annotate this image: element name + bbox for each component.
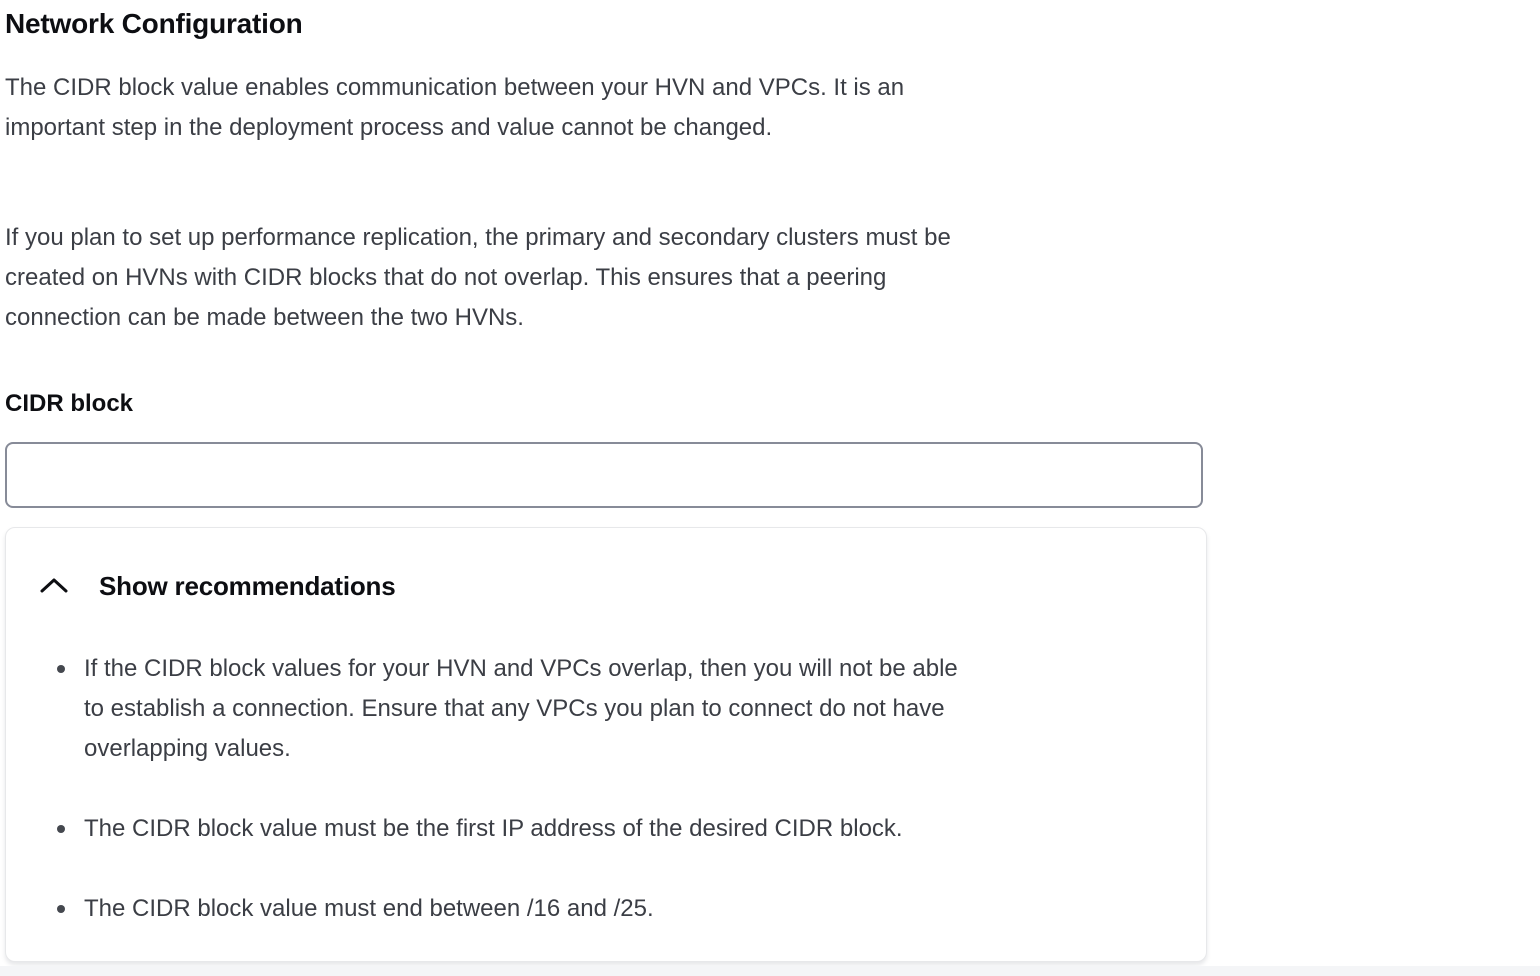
- next-section-edge: [0, 966, 1540, 976]
- cidr-intro-paragraph: [5, 68, 1540, 148]
- recommendation-line: The CIDR block value must end between /16 and /25.: [84, 895, 654, 922]
- recommendation-item: [39, 889, 1166, 929]
- recommendation-line: The CIDR block value must be the first IP address of the desired CIDR block.: [84, 815, 903, 842]
- recommendation-line: overlapping values.: [84, 735, 291, 762]
- paragraph-line: If you plan to set up performance replication, the primary and secondary clusters must be: [5, 224, 951, 251]
- page-title: Network Configuration: [5, 8, 303, 39]
- recommendation-item: [39, 649, 1166, 769]
- paragraph-line: important step in the deployment process and value cannot be changed.: [5, 114, 773, 141]
- cidr-block-input[interactable]: [5, 442, 1203, 508]
- show-recommendations-label: Show recommendations: [99, 571, 396, 601]
- chevron-up-icon: [39, 576, 69, 596]
- paragraph-line: created on HVNs with CIDR blocks that do not overlap. This ensures that a peering: [5, 264, 887, 291]
- paragraph-line: connection can be made between the two HVNs.: [5, 304, 524, 331]
- recommendation-line: If the CIDR block values for your HVN and VPCs overlap, then you will not be able: [84, 655, 958, 682]
- recommendations-card: [5, 527, 1207, 962]
- show-recommendations-toggle[interactable]: [6, 528, 1206, 606]
- cidr-block-label: CIDR block: [5, 390, 134, 417]
- recommendation-line: to establish a connection. Ensure that any VPCs you plan to connect do not have: [84, 695, 945, 722]
- recommendations-list: [6, 649, 1206, 961]
- paragraph-line: The CIDR block value enables communication between your HVN and VPCs. It is an: [5, 74, 905, 101]
- replication-note-paragraph: [5, 218, 1540, 338]
- recommendation-item: [39, 809, 1166, 849]
